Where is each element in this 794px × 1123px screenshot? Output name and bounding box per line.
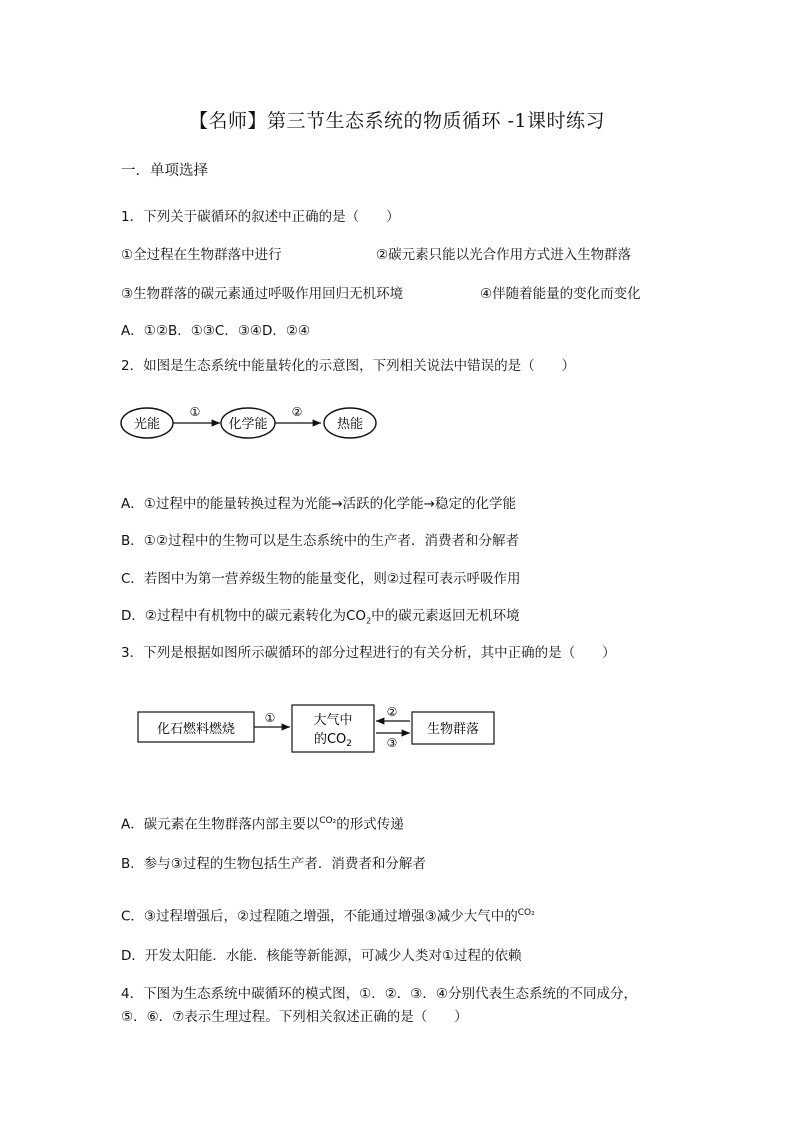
box-fossil-fuel-combustion-label: 化石燃料燃烧 — [156, 722, 236, 737]
node-chemical-energy-label: 化学能 — [228, 417, 268, 432]
node-heat-energy-label: 热能 — [336, 417, 364, 432]
q1-options: A．①②B．①③C．③④D．②④ — [121, 323, 311, 339]
q3-option-a: A．碳元素在生物群落内部主要以$^{CO_2}$的形式传递 — [121, 816, 404, 833]
arrow-1-label: ① — [264, 711, 276, 725]
q3-option-d: D．开发太阳能．水能．核能等新能源，可减少人类对①过程的依赖 — [121, 948, 522, 964]
q4-stem-line1: 4．下图为生态系统中碳循环的模式图，①．②．③．④分别代表生态系统的不同成分， — [121, 986, 637, 1002]
arrow-2-label: ② — [386, 705, 398, 719]
q1-stem: 1．下列关于碳循环的叙述中正确的是（ ） — [121, 209, 400, 225]
q2-option-a: A．①过程中的能量转换过程为光能→活跃的化学能→稳定的化学能 — [121, 496, 516, 512]
arrow-2-label: ② — [291, 405, 303, 419]
q1-statement-4: ④伴随着能量的变化而变化 — [480, 286, 641, 302]
box-biological-community-label: 生物群落 — [426, 722, 480, 737]
arrow-3-label: ③ — [386, 736, 398, 750]
q3-option-c: C．③过程增强后，②过程随之增强，不能通过增强③减少大气中的$^{CO_2}$ — [121, 908, 535, 925]
q3-stem: 3．下列是根据如图所示碳循环的部分过程进行的有关分析，其中正确的是（ ） — [121, 645, 616, 661]
energy-conversion-diagram — [0, 398, 400, 448]
q1-statement-2: ②碳元素只能以光合作用方式进入生物群落 — [376, 247, 632, 263]
q2-stem: 2．如图是生态系统中能量转化的示意图，下列相关说法中错误的是（ ） — [121, 358, 576, 374]
q2-option-c: C．若图中为第一营养级生物的能量变化，则②过程可表示呼吸作用 — [121, 571, 521, 587]
page-title: 【名师】第三节生态系统的物质循环 -1课时练习 — [188, 110, 606, 132]
q2-option-b: B．①②过程中的生物可以是生态系统中的生产者．消费者和分解者 — [121, 533, 519, 549]
carbon-cycle-diagram — [0, 700, 520, 760]
box-atmospheric-co2-line1: 大气中 — [313, 713, 353, 728]
q3-option-b: B．参与③过程的生物包括生产者．消费者和分解者 — [121, 856, 426, 872]
box-atmospheric-co2-line2: 的$CO_2$ — [313, 732, 353, 749]
q4-stem-line2: ⑤．⑥．⑦表示生理过程。下列相关叙述正确的是（ ） — [121, 1009, 468, 1025]
section-heading: 一．单项选择 — [121, 163, 208, 179]
q1-statement-1: ①全过程在生物群落中进行 — [121, 247, 282, 263]
q2-option-d: D．②过程中有机物中的碳元素转化为$CO_2$中的碳元素返回无机环境 — [121, 608, 520, 626]
arrow-1-label: ① — [189, 405, 201, 419]
node-light-energy-label: 光能 — [133, 417, 161, 432]
q1-statement-3: ③生物群落的碳元素通过呼吸作用回归无机环境 — [121, 286, 404, 302]
